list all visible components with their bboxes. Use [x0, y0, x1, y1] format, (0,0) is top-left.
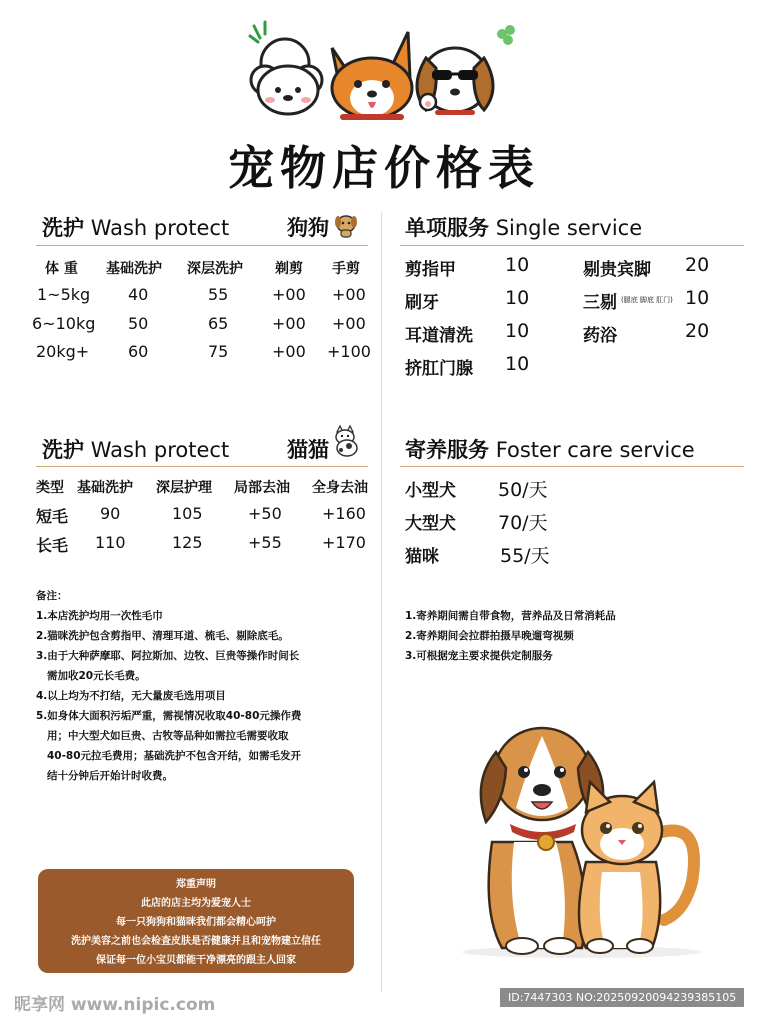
dog-row1-basic: 40	[128, 285, 149, 304]
dog-wash-title-en: Wash protect	[90, 216, 230, 240]
foster-name: 大型犬	[405, 514, 456, 534]
dog-header-shave: 剃剪	[275, 261, 303, 277]
notice-line: 保证每一位小宝贝都能干净漂亮的跟主人回家	[96, 955, 296, 966]
remarks-line: 5.如身体大面积污垢严重，需视情况收取40-80元操作费	[36, 710, 302, 722]
service-sub-note: (腿底 脚底 肛门)	[621, 296, 673, 304]
foster-price: 55/天	[500, 545, 550, 567]
single-service-rule	[400, 245, 744, 246]
sunglasses-dog-icon	[417, 48, 493, 115]
foster-rule	[400, 466, 744, 467]
table-row	[0, 285, 380, 305]
service-price: 10	[685, 287, 710, 309]
dog-tag-label: 狗狗	[287, 216, 329, 240]
remarks-line: 4.以上均为不打结，无大量废毛选用项目	[36, 690, 226, 702]
notice-line: 洗护美容之前也会检查皮肤是否健康并且和宠物建立信任	[71, 936, 321, 947]
service-price: 20	[685, 254, 710, 276]
single-service-heading	[405, 212, 642, 242]
remarks-line: 3.由于大种萨摩耶、阿拉斯加、边牧、巨贵等操作时间长	[36, 650, 300, 662]
cat-tag-label: 猫猫	[287, 438, 329, 462]
dog-row1-shave: +00	[272, 285, 306, 304]
foster-heading	[405, 434, 695, 464]
dog-row3-basic: 60	[128, 342, 149, 361]
dog-wash-heading	[42, 212, 229, 242]
dog-wash-tag	[287, 212, 329, 242]
service-price: 10	[505, 320, 530, 342]
service-name: 耳道清洗	[405, 326, 473, 346]
table-row	[0, 533, 380, 553]
single-service-title-cn: 单项服务	[405, 216, 489, 240]
dog-row2-basic: 50	[128, 314, 149, 333]
service-price: 10	[505, 254, 530, 276]
notice-box	[38, 869, 354, 973]
remarks-heading: 备注：	[36, 590, 68, 602]
foster-note: 3.可根据宠主要求提供定制服务	[405, 650, 553, 662]
service-name: 刷牙	[405, 293, 439, 313]
single-service-title-en: Single service	[495, 216, 643, 240]
poodle-icon	[251, 39, 322, 114]
cat-header-deep: 深层护理	[156, 480, 212, 496]
dog-row2-shave: +00	[272, 314, 306, 333]
remarks-line: 2.猫咪洗护包含剪指甲、清理耳道、梳毛、剔除底毛。	[36, 630, 289, 642]
service-name: 药浴	[583, 326, 617, 346]
dog-row1-trim: +00	[332, 285, 366, 304]
cat-wash-rule	[36, 466, 368, 467]
table-row	[0, 314, 380, 334]
id-watermark: ID:7447303 NO:20250920094239385105	[500, 988, 744, 1007]
notice-line: 每一只狗狗和猫咪我们都会精心呵护	[116, 917, 276, 928]
small-cat-icon	[331, 424, 359, 458]
service-price: 10	[505, 287, 530, 309]
notice-line: 此店的店主均为爱宠人士	[141, 898, 251, 909]
cat-row2-type: 长毛	[36, 536, 69, 555]
dog-row2-trim: +00	[332, 314, 366, 333]
small-dog-icon	[333, 210, 359, 238]
cat-row2-partial: +55	[248, 533, 282, 552]
foster-name: 猫咪	[405, 547, 439, 567]
service-name: 三剔	[583, 293, 617, 313]
foster-title-en: Foster care service	[495, 438, 695, 462]
foster-name: 小型犬	[405, 481, 456, 501]
cat-row2-basic: 110	[95, 533, 126, 552]
service-name: 挤肛门腺	[405, 359, 473, 379]
cat-row1-full: +160	[322, 504, 366, 523]
dog-row1-deep: 55	[208, 285, 229, 304]
dog-header-weight: 体 重	[45, 261, 78, 277]
service-name: 剪指甲	[405, 260, 456, 280]
foster-note: 2.寄养期间会拉群拍摄早晚遛弯视频	[405, 630, 574, 642]
header-pets-illustration	[240, 18, 530, 123]
cat-row1-deep: 105	[172, 504, 203, 523]
service-name: 剔贵宾脚	[583, 260, 651, 280]
remarks-line: 结十分钟后开始计时收费。	[36, 770, 173, 782]
dog-row1-weight: 1~5kg	[37, 285, 91, 304]
remarks-line: 40-80元拉毛费用；基础洗护不包含开结，如需毛发开	[36, 750, 302, 762]
column-divider	[381, 212, 382, 992]
foster-title-cn: 寄养服务	[405, 438, 489, 462]
cat-wash-tag	[287, 434, 329, 464]
dog-header-deep: 深层洗护	[187, 261, 243, 277]
dog-row3-deep: 75	[208, 342, 229, 361]
remarks-line: 1.本店洗护均用一次性毛巾	[36, 610, 163, 622]
service-price: 20	[685, 320, 710, 342]
service-price: 10	[505, 353, 530, 375]
cat-row2-full: +170	[322, 533, 366, 552]
corgi-icon	[332, 32, 412, 120]
remarks-line: 用；中大型犬如巨贵、古牧等品种如需拉毛需要收取	[36, 730, 289, 742]
dog-header-basic: 基础洗护	[106, 261, 162, 277]
dog-wash-title-cn: 洗护	[42, 216, 84, 240]
dog-header-trim: 手剪	[332, 261, 360, 277]
cat-row1-partial: +50	[248, 504, 282, 523]
cat-row1-type: 短毛	[36, 507, 69, 526]
site-watermark: 昵享网 www.nipic.com	[14, 995, 216, 1015]
cat-header-partial: 局部去油	[234, 480, 290, 496]
dog-wash-rule	[36, 245, 368, 246]
table-row	[0, 342, 380, 362]
dog-row2-weight: 6~10kg	[32, 314, 96, 333]
dog-row3-trim: +100	[327, 342, 371, 361]
cat-header-type: 类型	[36, 480, 64, 496]
page-title: 宠物店价格表	[228, 141, 540, 195]
cat-wash-title-en: Wash protect	[90, 438, 230, 462]
foster-price: 70/天	[498, 512, 548, 534]
remarks-block	[36, 586, 301, 786]
remarks-line: 需加收20元长毛费。	[36, 670, 146, 682]
cat-row2-deep: 125	[172, 533, 203, 552]
cat-header-full: 全身去油	[312, 480, 368, 496]
cat-header-basic: 基础洗护	[77, 480, 133, 496]
foster-notes	[405, 606, 616, 666]
cat-row1-basic: 90	[100, 504, 121, 523]
dog-row3-shave: +00	[272, 342, 306, 361]
foster-price: 50/天	[498, 479, 548, 501]
table-row	[0, 504, 380, 524]
cat-wash-heading	[42, 434, 229, 464]
dog-row2-deep: 65	[208, 314, 229, 333]
dog-and-cat-illustration	[452, 712, 712, 962]
notice-heading: 郑重声明	[176, 879, 216, 890]
cat-wash-title-cn: 洗护	[42, 438, 84, 462]
dog-row3-weight: 20kg+	[36, 342, 90, 361]
foster-note: 1.寄养期间需自带食物，营养品及日常消耗品	[405, 610, 616, 622]
